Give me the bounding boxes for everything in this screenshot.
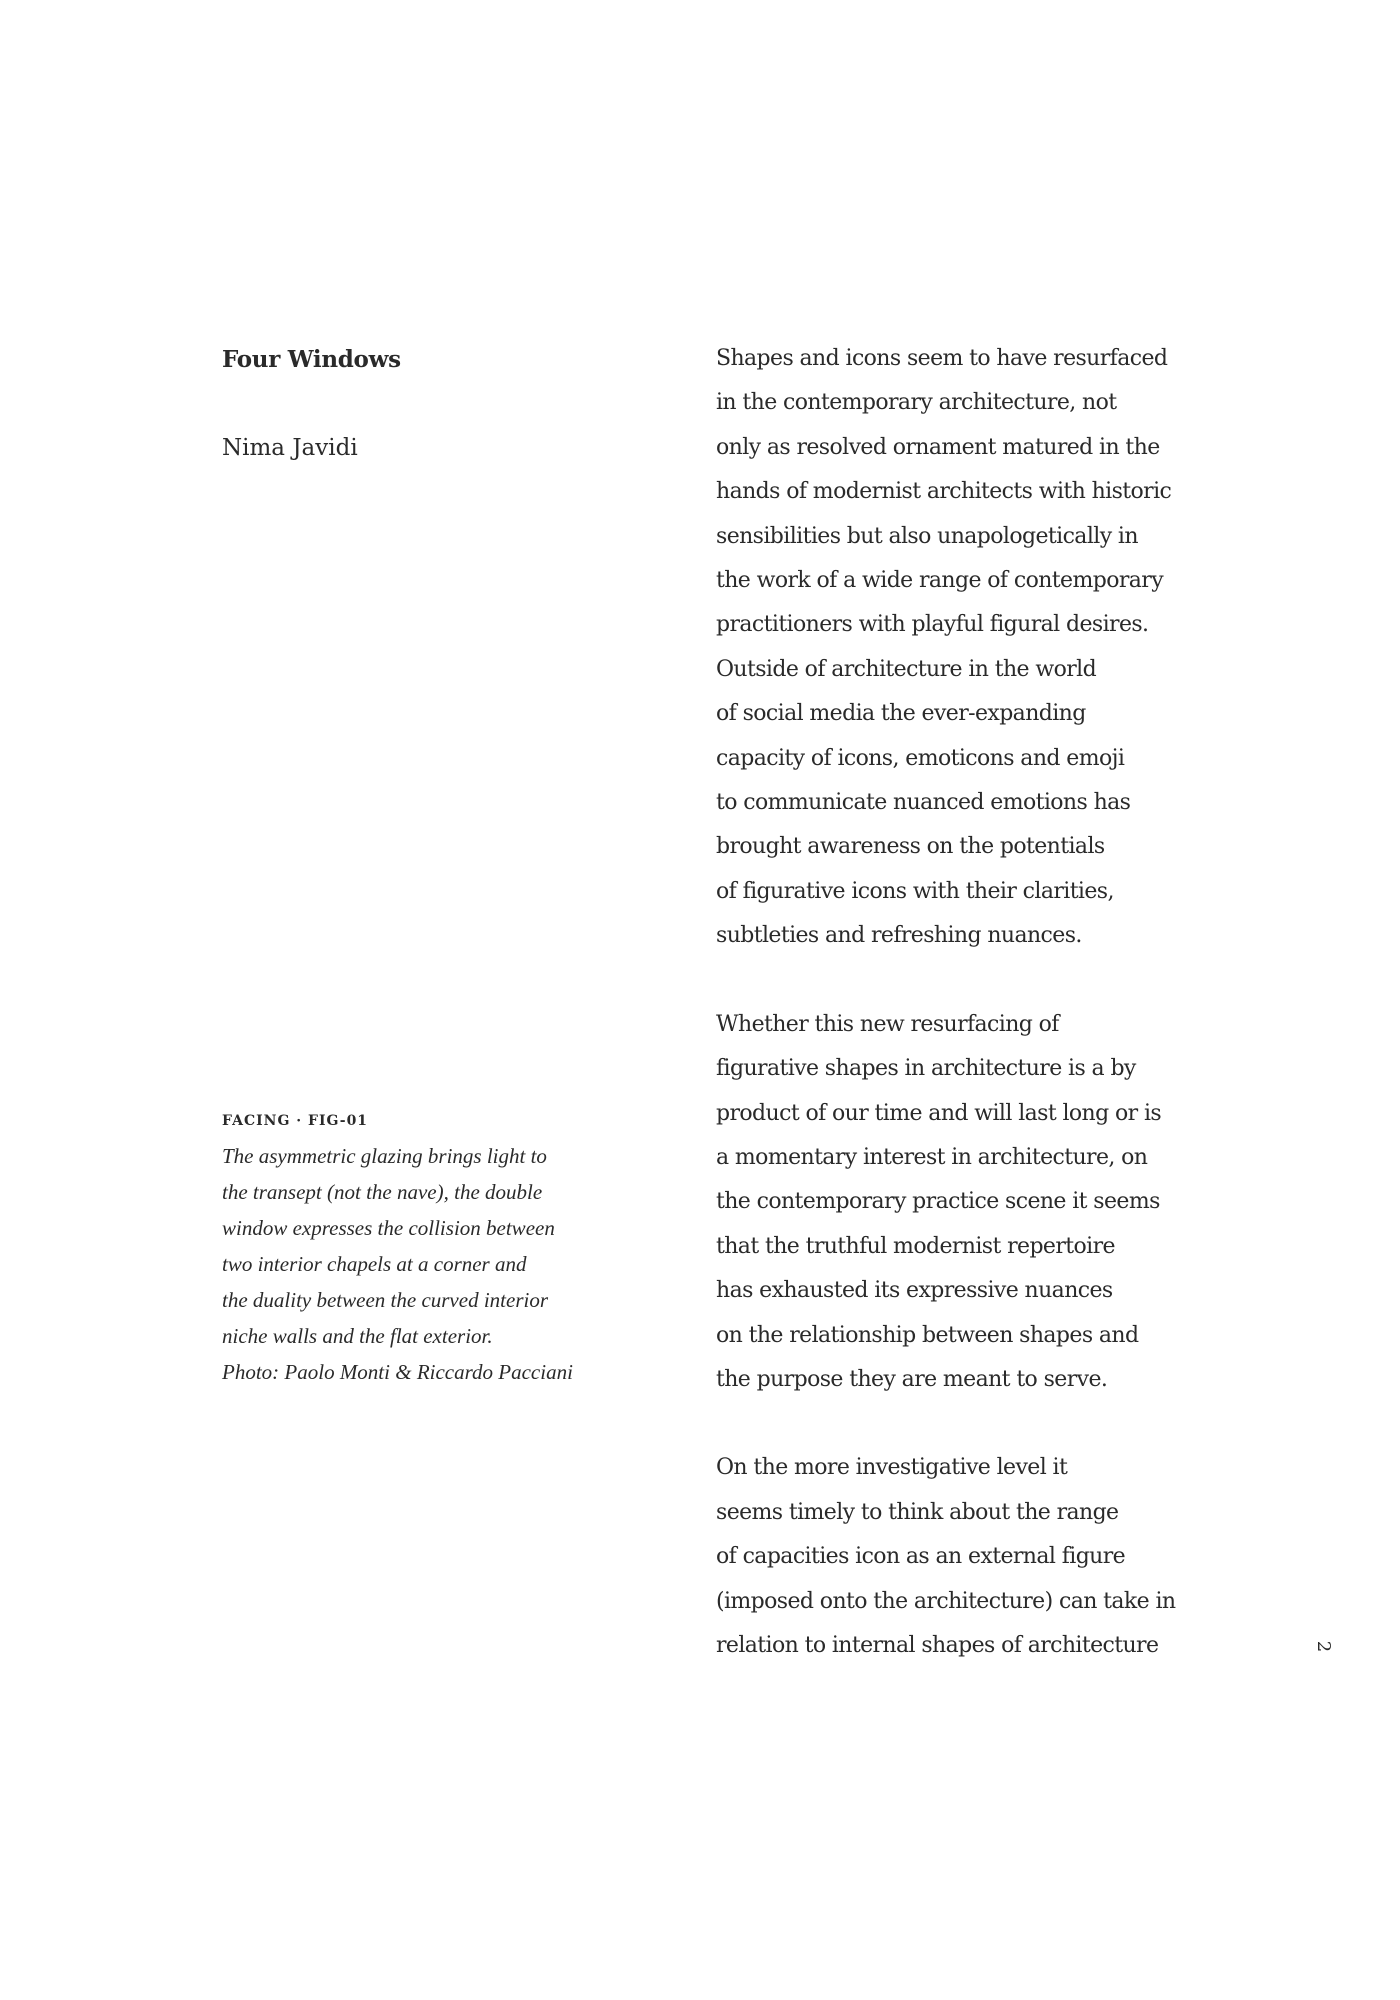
text-line: relation to internal shapes of architecture	[716, 1632, 1159, 1658]
text-line: product of our time and will last long or is	[716, 1100, 1162, 1126]
text-line: of capacities icon as an external figure	[716, 1544, 1126, 1570]
text-line: practitioners with playful figural desires.	[716, 612, 1149, 638]
caption-label: FACING · FIG-01	[222, 1113, 369, 1129]
text-line: on the relationship between shapes and	[716, 1322, 1139, 1348]
caption-line: the duality between the curved interior	[222, 1288, 548, 1312]
caption-line: niche walls and the flat exterior.	[222, 1324, 493, 1348]
text-line: Outside of architecture in the world	[716, 656, 1097, 682]
figure-caption	[222, 1108, 602, 1390]
text-line: sensibilities but also unapologetically in	[716, 523, 1138, 549]
paragraph-1	[716, 337, 1196, 959]
paragraph-2	[716, 1003, 1196, 1403]
caption-line: the transept (not the nave), the double	[222, 1180, 543, 1204]
text-line: of social media the ever-expanding	[716, 701, 1086, 727]
text-line: (imposed onto the architecture) can take in	[716, 1588, 1176, 1614]
text-line: brought awareness on the potentials	[716, 834, 1105, 860]
text-line: to communicate nuanced emotions has	[716, 790, 1131, 816]
page-number: 2	[1313, 1640, 1335, 1653]
text-line: On the more investigative level it	[716, 1455, 1068, 1481]
text-line: the contemporary practice scene it seems	[716, 1189, 1160, 1215]
caption-line: The asymmetric glazing brings light to	[222, 1144, 547, 1168]
text-line: that the truthful modernist repertoire	[716, 1233, 1115, 1259]
text-line: figurative shapes in architecture is a by	[716, 1056, 1136, 1082]
article-title: Four Windows	[222, 346, 401, 373]
paragraph-3	[716, 1446, 1196, 1668]
text-line: subtleties and refreshing nuances.	[716, 923, 1082, 949]
caption-credit: Photo: Paolo Monti & Riccardo Pacciani	[222, 1360, 573, 1384]
text-line: in the contemporary architecture, not	[716, 390, 1117, 416]
article-author: Nima Javidi	[222, 435, 358, 461]
text-line: a momentary interest in architecture, on	[716, 1144, 1148, 1170]
body-text	[716, 337, 1196, 1712]
text-line: Shapes and icons seem to have resurfaced	[716, 346, 1168, 371]
text-line: has exhausted its expressive nuances	[716, 1278, 1113, 1304]
text-line: hands of modernist architects with historic	[716, 479, 1172, 505]
text-line: of figurative icons with their clarities,	[716, 878, 1114, 904]
text-line: the purpose they are meant to serve.	[716, 1366, 1108, 1392]
caption-line: window expresses the collision between	[222, 1216, 555, 1240]
text-line: the work of a wide range of contemporary	[716, 568, 1164, 594]
text-line: seems timely to think about the range	[716, 1499, 1119, 1525]
text-line: capacity of icons, emoticons and emoji	[716, 745, 1125, 771]
article-header	[222, 340, 602, 468]
caption-line: two interior chapels at a corner and	[222, 1252, 527, 1276]
text-line: Whether this new resurfacing of	[716, 1011, 1059, 1037]
text-line: only as resolved ornament matured in the	[716, 434, 1160, 460]
